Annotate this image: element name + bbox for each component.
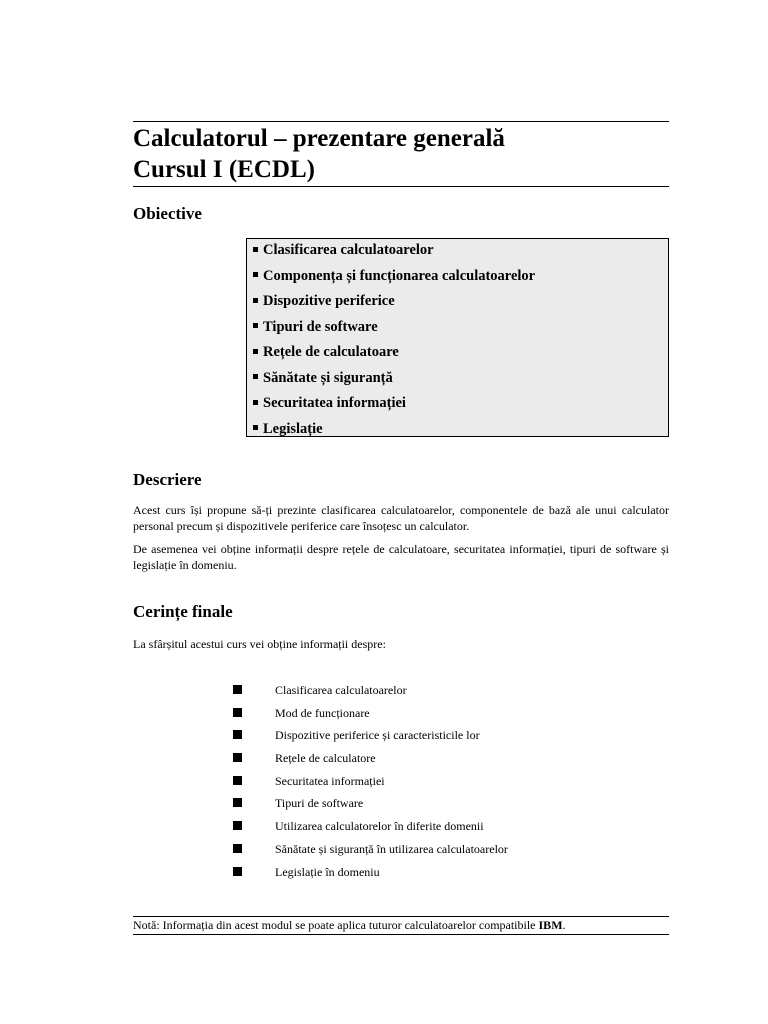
requirements-heading: Cerințe finale: [133, 602, 233, 621]
list-item: Clasificarea calculatoarelor: [233, 680, 508, 703]
title-rule-bottom: [133, 186, 669, 187]
list-item: Tipuri de software: [233, 793, 508, 816]
bullet-square-icon: [233, 708, 242, 717]
bullet-square-icon: [233, 798, 242, 807]
bullet-square-icon: [253, 425, 258, 430]
objective-item: Legislație: [253, 418, 662, 444]
note-brand: IBM: [538, 918, 563, 932]
page-title: [133, 123, 505, 185]
title-rule-top: [133, 121, 669, 122]
description-heading: Descriere: [133, 470, 202, 489]
description-paragraph-2: De asemenea vei obține informații despre rețele de calculatoare, securitatea informației, tipuri de software și legislație în domeniu.: [133, 542, 669, 572]
bullet-square-icon: [233, 730, 242, 739]
title-line-2: Cursul I (ECDL): [133, 156, 315, 183]
description-paragraph-1: Acest curs își propune să-ți prezinte clasificarea calculatoarelor, componentele de bază ale unui calculator personal precum și dispozitivele periferice care însoțesc un calculator.: [133, 503, 669, 533]
objective-item: Sănătate și siguranță: [253, 367, 662, 393]
objective-item: Clasificarea calculatoarelor: [253, 239, 662, 265]
list-item: Dispozitive periferice și caracteristicile lor: [233, 725, 508, 748]
objective-item: Tipuri de software: [253, 316, 662, 342]
objectives-box: [246, 238, 669, 437]
bullet-square-icon: [253, 323, 258, 328]
objectives-heading: Obiective: [133, 204, 202, 223]
objective-item: Dispozitive periferice: [253, 290, 662, 316]
bullet-square-icon: [253, 272, 258, 277]
bullet-square-icon: [233, 776, 242, 785]
objective-item: Securitatea informației: [253, 392, 662, 418]
list-item: Sănătate și siguranță în utilizarea calculatoarelor: [233, 839, 508, 862]
objective-item: Componența și funcționarea calculatoarelor: [253, 265, 662, 291]
bullet-square-icon: [233, 844, 242, 853]
list-item: Mod de funcționare: [233, 703, 508, 726]
list-item: Utilizarea calculatorelor în diferite domenii: [233, 816, 508, 839]
objective-item: Rețele de calculatoare: [253, 341, 662, 367]
list-item: Legislație în domeniu: [233, 862, 508, 885]
bullet-square-icon: [233, 867, 242, 876]
requirements-list: [233, 680, 508, 884]
list-item: Securitatea informației: [233, 771, 508, 794]
footer-note: Notă: Informația din acest modul se poate aplica tuturor calculatoarelor compatibile IBM.: [133, 918, 566, 932]
title-line-1: Calculatorul – prezentare generală: [133, 125, 505, 152]
requirements-intro: La sfârșitul acestui curs vei obține informații despre:: [133, 637, 386, 651]
bullet-square-icon: [233, 753, 242, 762]
bullet-square-icon: [233, 821, 242, 830]
bullet-square-icon: [253, 374, 258, 379]
note-rule-bottom: [133, 934, 669, 935]
bullet-square-icon: [253, 247, 258, 252]
bullet-square-icon: [233, 685, 242, 694]
bullet-square-icon: [253, 349, 258, 354]
bullet-square-icon: [253, 400, 258, 405]
list-item: Rețele de calculatore: [233, 748, 508, 771]
bullet-square-icon: [253, 298, 258, 303]
